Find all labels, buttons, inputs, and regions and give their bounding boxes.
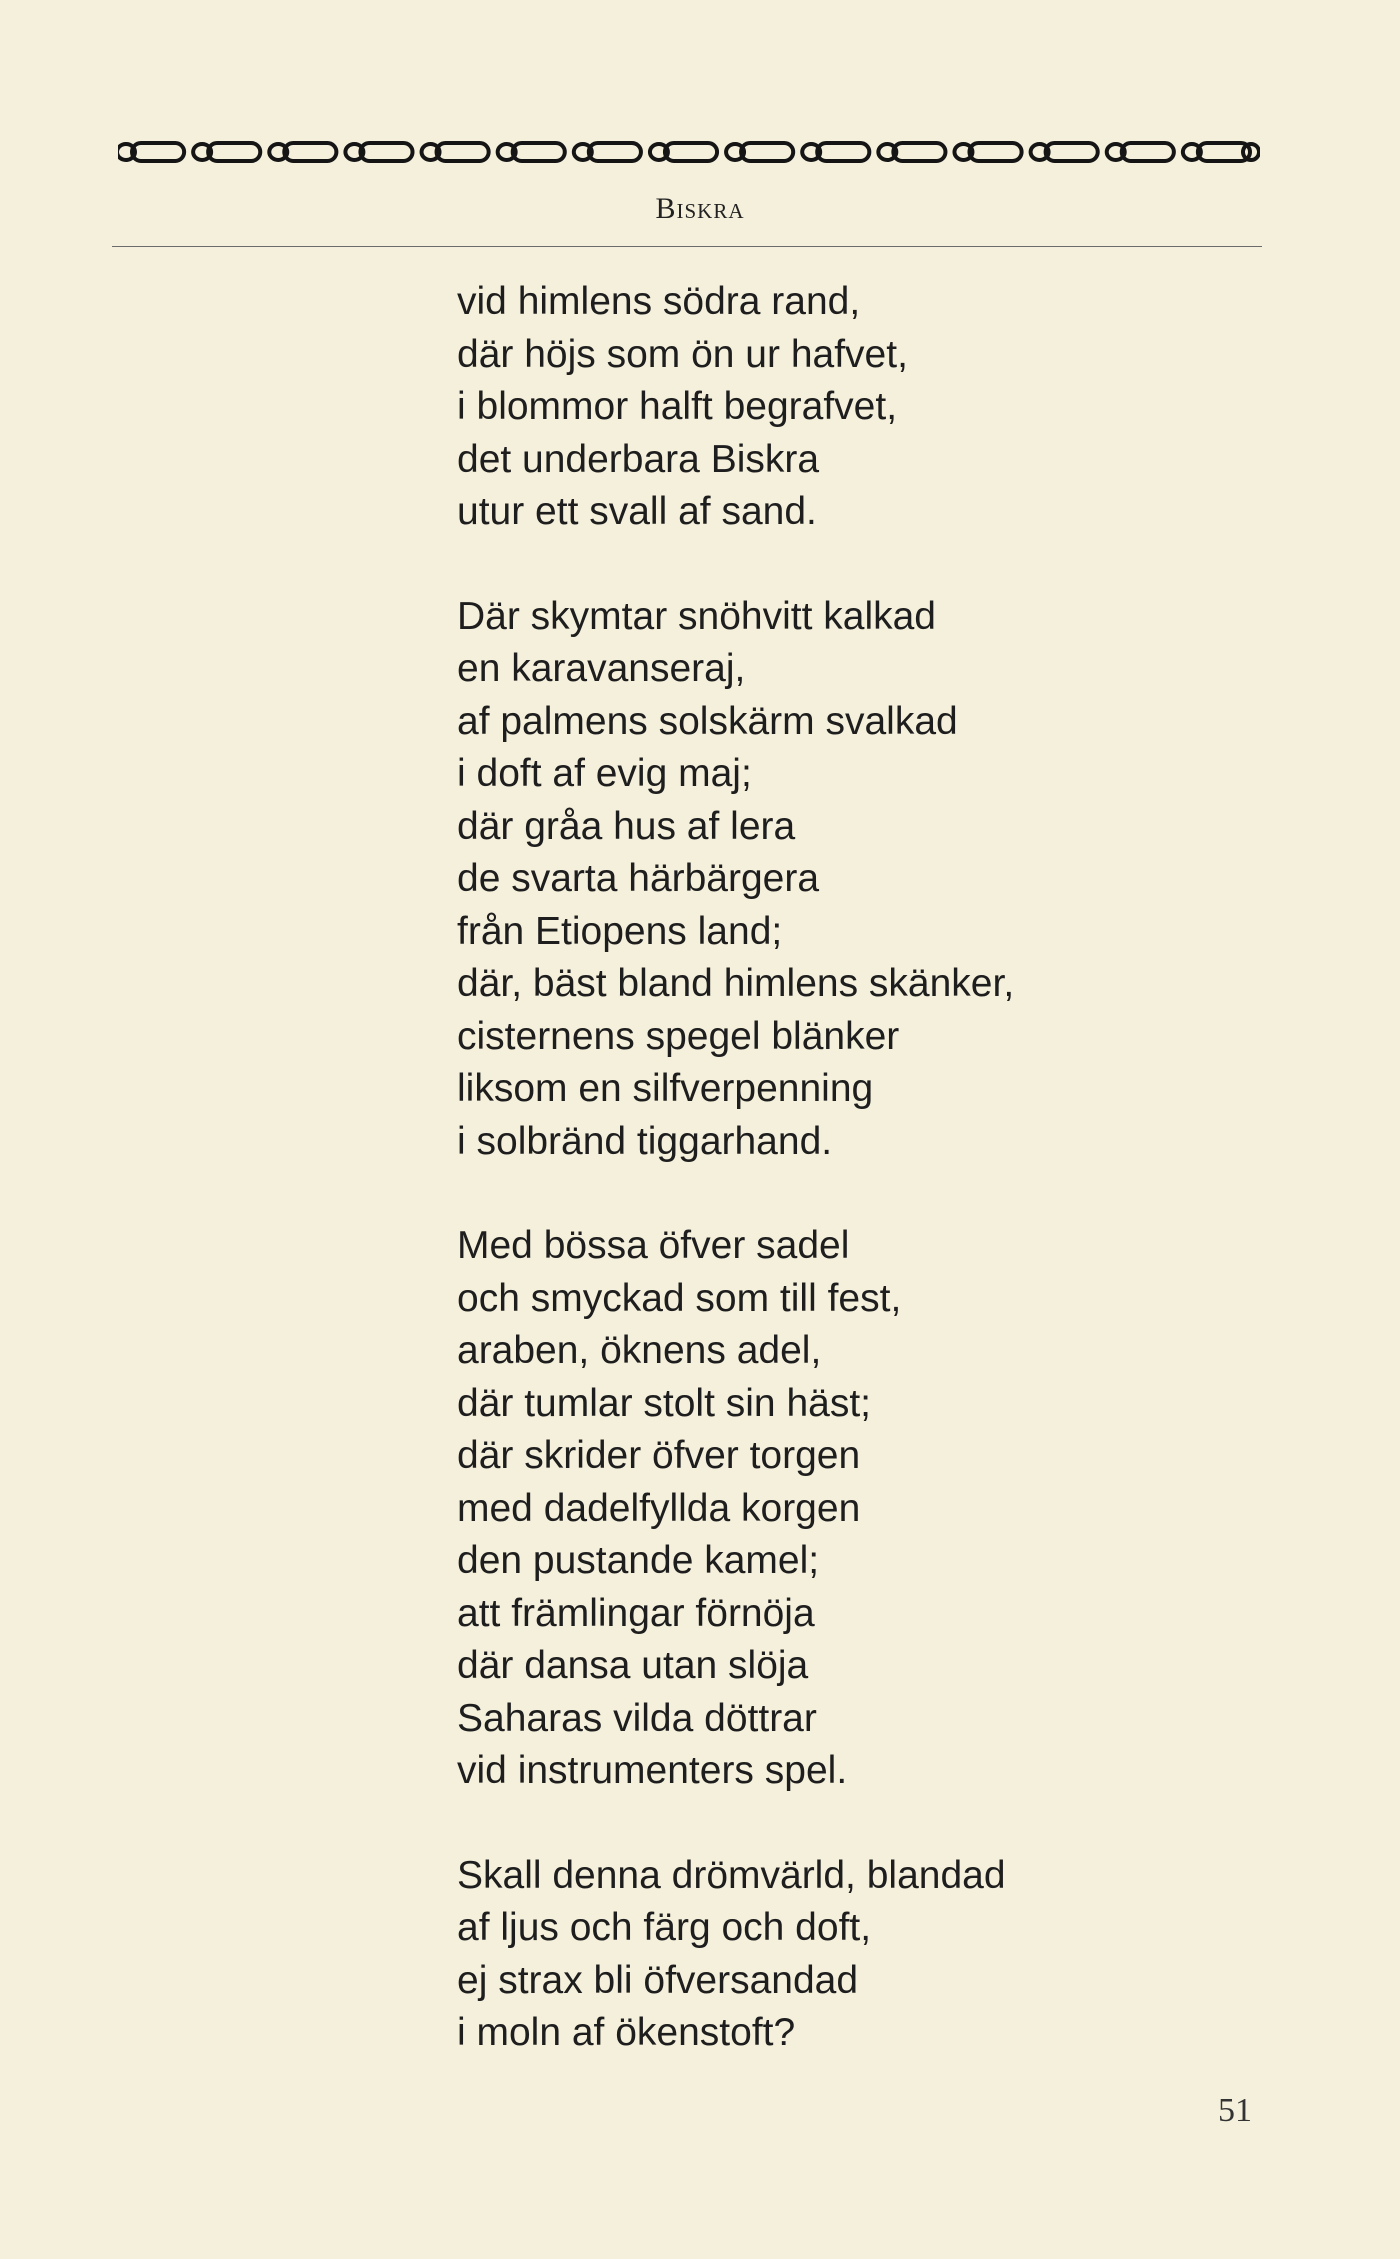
- poem-line: Med bössa öfver sadel: [457, 1224, 850, 1267]
- poem-line: med dadelfyllda korgen: [457, 1486, 861, 1530]
- poem-line: en karavanseraj,: [457, 647, 746, 690]
- poem-line: där höjs som ön ur hafvet,: [457, 332, 908, 376]
- poem-line: att främlingar förnöja: [457, 1591, 815, 1635]
- poem-line: vid instrumenters spel.: [457, 1749, 848, 1792]
- poem-line: vid himlens södra rand,: [457, 280, 861, 323]
- poem-line: ej strax bli öfversandad: [457, 1958, 859, 2002]
- poem-line: från Etiopens land;: [457, 909, 783, 953]
- poem-line: i solbränd tiggarhand.: [457, 1119, 833, 1163]
- page-number: 51: [1218, 2092, 1252, 2129]
- poem-line: i blommor halft begrafvet,: [457, 385, 898, 428]
- poem-line: den pustande kamel;: [457, 1539, 820, 1582]
- poem-line: araben, öknens adel,: [457, 1329, 822, 1372]
- stanza: [457, 1220, 1177, 1798]
- poem-line: där, bäst bland himlens skänker,: [457, 962, 1015, 1005]
- poem-line: Skall denna drömvärld, blandad: [457, 1853, 1006, 1897]
- poem-line: i moln af ökenstoft?: [457, 2011, 796, 2054]
- poem-line: Där skymtar snöhvitt kalkad: [457, 594, 936, 638]
- poem-line: i doft af evig maj;: [457, 752, 752, 795]
- stanza: [457, 1850, 1177, 2060]
- stanza: [457, 276, 1177, 539]
- poem-line: där tumlar stolt sin häst;: [457, 1381, 871, 1425]
- poem-line: liksom en silfverpenning: [457, 1067, 874, 1110]
- poem-line: och smyckad som till fest,: [457, 1276, 902, 1320]
- poem-line: de svarta härbärgera: [457, 857, 820, 900]
- poem-line: af ljus och färg och doft,: [457, 1906, 872, 1949]
- poem-line: utur ett svall af sand.: [457, 490, 817, 533]
- poem-body: [457, 276, 1177, 2112]
- poem-line: där dansa utan slöja: [457, 1644, 809, 1687]
- poem-line: där gråa hus af lera: [457, 804, 796, 848]
- poem-line: det underbara Biskra: [457, 437, 820, 481]
- running-head: Biskra: [655, 192, 745, 225]
- header-rule: [112, 246, 1262, 247]
- poem-line: Saharas vilda döttrar: [457, 1696, 817, 1740]
- poem-line: af palmens solskärm svalkad: [457, 699, 958, 743]
- poem-line: där skrider öfver torgen: [457, 1434, 861, 1477]
- poem-line: cisternens spegel blänker: [457, 1014, 900, 1058]
- chain-ornament-border: [118, 136, 1260, 168]
- stanza: [457, 591, 1177, 1169]
